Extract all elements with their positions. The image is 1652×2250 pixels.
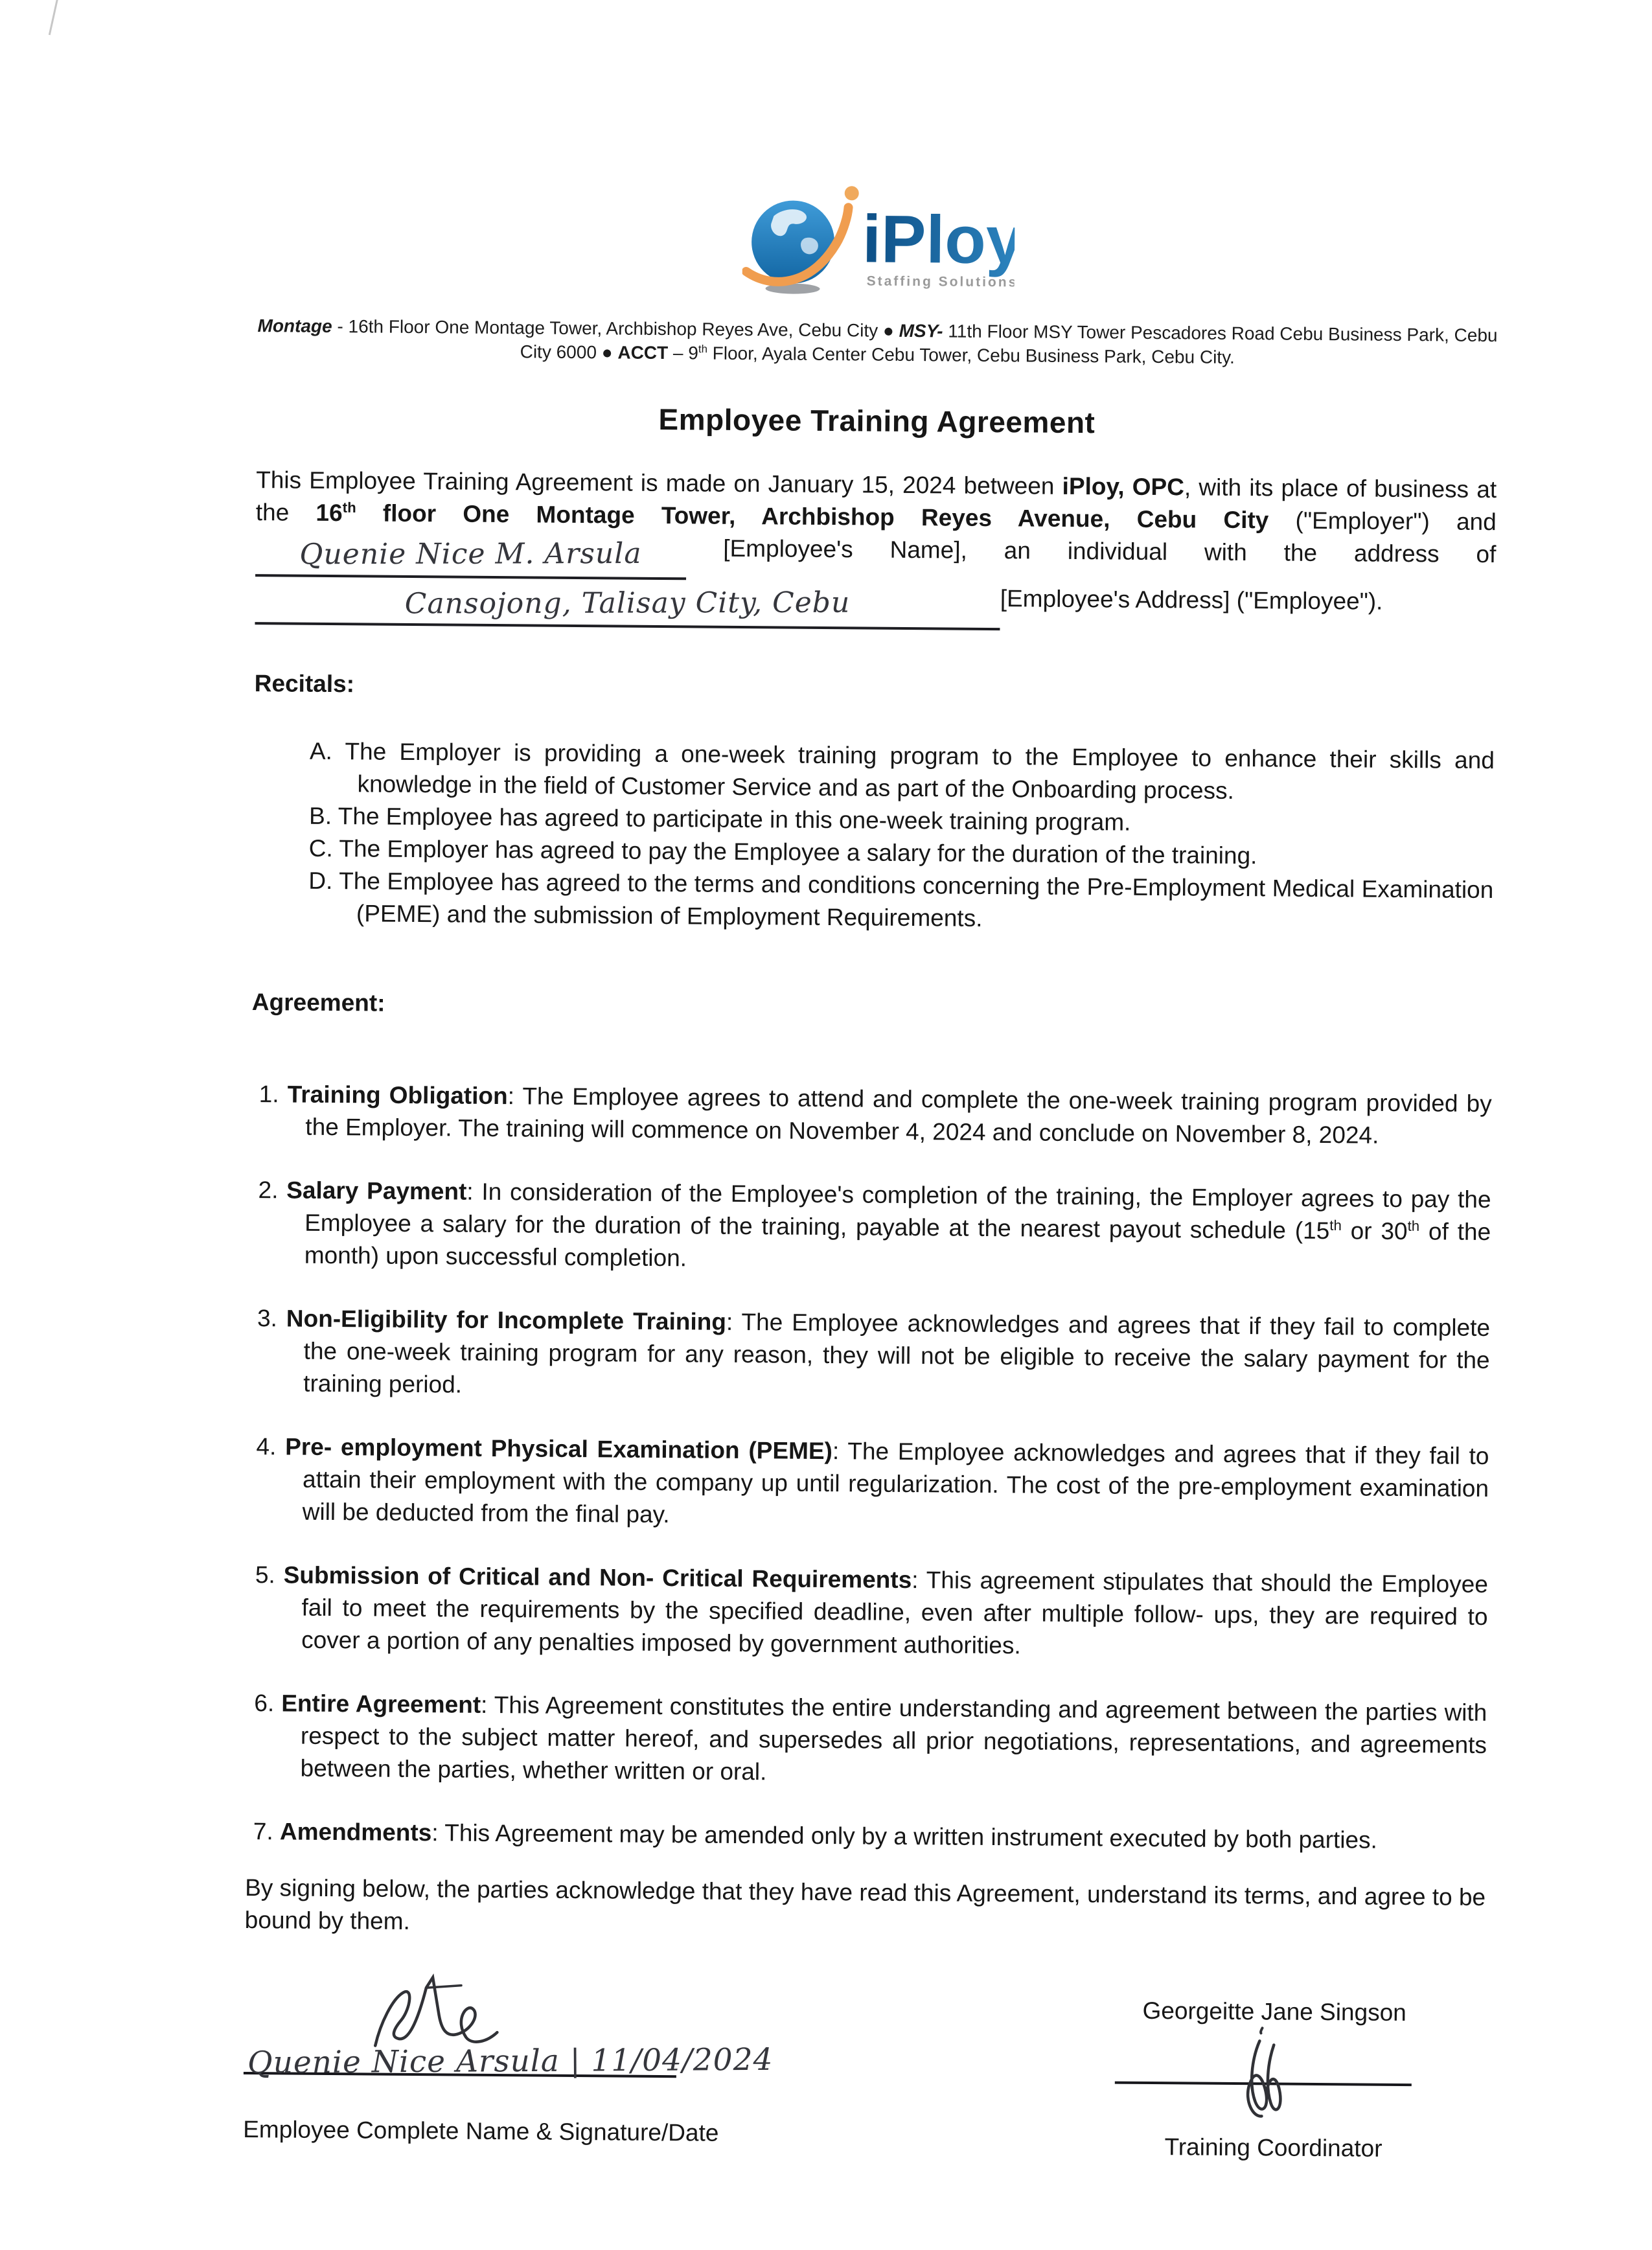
- intro-floor-sup: th: [342, 499, 356, 516]
- agreement-item-1: [251, 1078, 1492, 1153]
- agreement-item-5: [247, 1559, 1488, 1666]
- recitals-list: [253, 735, 1495, 939]
- intro-text-3: ("Employer") and: [1295, 507, 1497, 536]
- item-title: Salary Payment: [286, 1177, 467, 1205]
- intro-text-5: [Employee's Address] ("Employee").: [1000, 585, 1383, 615]
- recital-marker: A.: [309, 737, 345, 765]
- item-title: Entire Agreement: [281, 1690, 481, 1718]
- swoosh-dot-icon: [844, 186, 858, 200]
- intro-address-bold: floor One Montage Tower, Archbishop Reyes Avenue, Cebu City: [356, 499, 1296, 534]
- item-marker: 6.: [254, 1690, 282, 1717]
- agreement-item-6: [246, 1687, 1487, 1794]
- item-text: of the month) upon successful completion.: [304, 1218, 1491, 1272]
- item-marker: 4.: [256, 1433, 286, 1460]
- iploy-logo-icon: [742, 176, 1015, 307]
- item-title: Submission of Critical and Non- Critical Requirements: [283, 1561, 912, 1594]
- recital-item-a: [253, 735, 1495, 809]
- agreement-item-2: [250, 1174, 1491, 1281]
- signature-block: [242, 1960, 1485, 2249]
- employee-address-field: [255, 584, 1000, 630]
- item-text: : In consideration of the Employee's completion of the training, the Employer agrees to pay the Employee a salary for the duration of the training, payable at the nearest payout schedule (15: [304, 1178, 1491, 1245]
- addr-montage-text: - 16th Floor One Montage Tower, Archbishop Reyes Ave, Cebu City ●: [332, 316, 899, 341]
- page-title: Employee Training Agreement: [658, 402, 1096, 440]
- item-text: : The Employee acknowledges and agrees that if they fail to attain their employment with the company up until regularization. The cost of the pre-employment examination will be deducted from the final pay.: [302, 1438, 1489, 1528]
- intro-floor-bold: 16: [315, 499, 343, 527]
- item-marker: 2.: [258, 1177, 287, 1204]
- addr-montage-label: Montage: [257, 316, 332, 336]
- item-title: Amendments: [279, 1818, 432, 1846]
- addr-acct-text: Floor, Ayala Center Cebu Tower, Cebu Business Park, Cebu City.: [707, 343, 1235, 367]
- item-marker: 3.: [257, 1305, 287, 1332]
- item-title: Pre- employment Physical Examination (PEME): [285, 1433, 833, 1465]
- recital-text: The Employer has agreed to pay the Employee a salary for the duration of the training.: [339, 835, 1257, 869]
- recital-item-d: [253, 864, 1494, 939]
- recital-text: The Employee has agreed to participate in this one-week training program.: [338, 803, 1131, 836]
- item-text: : The Employee agrees to attend and complete the one-week training program provided by the Employer. The training will commence on November 4, 2024 and conclude on November 8, 2024.: [305, 1083, 1492, 1149]
- agreement-item-3: [249, 1302, 1490, 1409]
- addr-acct-label: ACCT: [617, 342, 669, 363]
- brand-tagline: Staffing Solutions: [866, 273, 1015, 290]
- agreement-item-4: [248, 1430, 1489, 1537]
- item-title: Non-Eligibility for Incomplete Training: [286, 1305, 727, 1335]
- coordinator-name: Georgeitte Jane Singson: [1142, 1997, 1407, 2026]
- item-text: : This agreement stipulates that should the Employee fail to meet the requirements by the specified deadline, even after multiple follow- ups, they are required to cover a portion of any penalties imposed by government authorities.: [301, 1567, 1489, 1659]
- intro-text-1: This Employee Training Agreement is made on January 15, 2024 between: [256, 466, 1062, 499]
- addr-msy-label: MSY-: [899, 320, 943, 341]
- item-text: : This Agreement constitutes the entire understanding and agreement between the parties with respect to the subject matter hereof, and supersedes all prior negotiations, representations, and agreements between the parties, whether written or oral.: [300, 1691, 1487, 1785]
- item-marker: 5.: [255, 1561, 284, 1589]
- employee-address-handwriting: Cansojong, Talisay City, Cebu: [404, 586, 851, 621]
- recital-text: The Employee has agreed to the terms and conditions concerning the Pre-Employment Medical Examination (PEME) and the submission of Employment Requirements.: [339, 867, 1494, 932]
- item-marker: 1.: [258, 1081, 288, 1108]
- coordinator-label: Training Coordinator: [1164, 2133, 1382, 2162]
- recital-marker: B.: [308, 802, 338, 830]
- intro-company-bold: iPloy, OPC: [1062, 472, 1185, 501]
- company-address-line: [257, 314, 1498, 371]
- recital-marker: C.: [308, 834, 339, 862]
- item-text: : The Employee acknowledges and agrees that if they fail to complete the one-week training program for any reason, they will not be eligible to receive the salary payment for the training period.: [303, 1308, 1491, 1398]
- closing-paragraph: By signing below, the parties acknowledge that they have read this Agreement, understand its terms, and agree to be bound by them.: [244, 1874, 1486, 1935]
- document-content: [242, 0, 1500, 2249]
- employee-name-handwriting: Quenie Nice M. Arsula: [299, 536, 642, 571]
- scan-artifact: [49, 0, 58, 35]
- intro-text-4: [Employee's Name], an individual with the address of: [686, 534, 1497, 568]
- addr-acct-pre: – 9: [668, 343, 699, 363]
- item-title: Training Obligation: [287, 1081, 508, 1110]
- recital-marker: D.: [308, 867, 339, 895]
- addr-msy-text: 11th Floor MSY Tower Pescadores Road Cebu Business Park, Cebu City 6000 ●: [520, 321, 1498, 363]
- brand-text: iPloy: [862, 201, 1015, 279]
- ordinal-sup: th: [1329, 1217, 1342, 1234]
- employee-signature-line: [244, 2015, 774, 2081]
- coordinator-signature-icon: [1228, 2025, 1300, 2123]
- employee-written-name-date: Quenie Nice Arsula | 11/04/2024: [247, 2041, 774, 2081]
- item-text: or 30: [1341, 1217, 1408, 1245]
- intro-text-2: , with its place of business at the: [255, 474, 1497, 526]
- intro-paragraph: [255, 464, 1497, 634]
- item-marker: 7.: [253, 1818, 281, 1845]
- agreement-heading: Agreement:: [251, 989, 385, 1016]
- recitals-heading: Recitals:: [254, 670, 355, 698]
- addr-acct-sup: th: [698, 343, 708, 356]
- company-logo: [257, 0, 1500, 319]
- employee-name-field: [255, 536, 686, 580]
- agreement-item-7: [246, 1815, 1486, 1857]
- employee-signature-label: Employee Complete Name & Signature/Date: [243, 2115, 719, 2146]
- item-text: : This Agreement may be amended only by a written instrument executed by both parties.: [431, 1819, 1378, 1854]
- ordinal-sup: th: [1407, 1217, 1420, 1234]
- recital-text: The Employer is providing a one-week training program to the Employee to enhance their skills and knowledge in the field of Customer Service and as part of the Onboarding process.: [345, 738, 1495, 804]
